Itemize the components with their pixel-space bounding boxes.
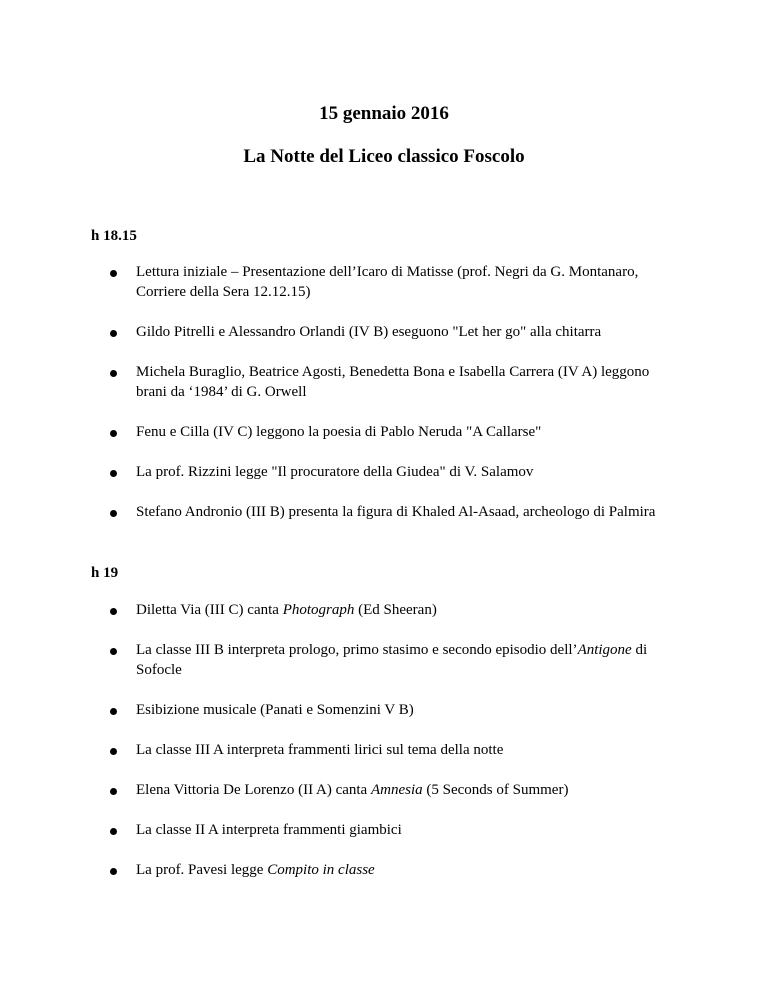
bullet-icon (110, 828, 117, 835)
program-item-text (136, 422, 681, 442)
section-time-1815: h 18.15 (91, 228, 137, 244)
bullet-icon (110, 748, 117, 755)
bullet-icon (110, 708, 117, 715)
program-item-text (136, 740, 681, 760)
text-run: Diletta Via (III C) canta (136, 602, 283, 618)
bullet-icon (110, 648, 117, 655)
text-run: La classe III A interpreta frammenti lirici sul tema della notte (136, 742, 504, 758)
section-time-19: h 19 (91, 565, 119, 581)
program-item-text (136, 502, 681, 522)
bullet-icon (110, 470, 117, 477)
bullet-icon (110, 270, 117, 277)
italic-title: Antigone (577, 642, 632, 658)
text-run: La prof. Pavesi legge (136, 862, 268, 878)
document-date: 15 gennaio 2016 (319, 103, 449, 124)
bullet-icon (110, 608, 117, 615)
program-item-text (136, 322, 681, 342)
text-run: Fenu e Cilla (IV C) leggono la poesia di Pablo Neruda "A Callarse" (136, 424, 542, 440)
bullet-icon (110, 330, 117, 337)
program-item-text (136, 860, 681, 880)
program-item-text (136, 640, 681, 680)
text-run: (5 Seconds of Summer) (422, 782, 569, 798)
text-run: Michela Buraglio, Beatrice Agosti, Benedetta Bona e Isabella Carrera (IV A) leggono brani da ‘1984’ di G. Orwell (136, 364, 650, 400)
text-run: La classe II A interpreta frammenti giambici (136, 822, 402, 838)
program-item-text (136, 262, 681, 302)
text-run: La classe III B interpreta prologo, primo stasimo e secondo episodio dell’ (136, 642, 578, 658)
text-run: di Sofocle (136, 642, 648, 678)
italic-title: Compito in classe (267, 862, 375, 878)
text-run: Gildo Pitrelli e Alessandro Orlandi (IV B) eseguono "Let her go" alla chitarra (136, 324, 602, 340)
program-item-text (136, 462, 681, 482)
italic-title: Amnesia (370, 782, 423, 798)
text-run: Stefano Andronio (III B) presenta la figura di Khaled Al-Asaad, archeologo di Palmira (136, 504, 656, 520)
text-run: La prof. Rizzini legge "Il procuratore della Giudea" di V. Salamov (136, 464, 534, 480)
program-item-text (136, 780, 681, 800)
text-run: Elena Vittoria De Lorenzo (II A) canta (136, 782, 371, 798)
bullet-icon (110, 430, 117, 437)
bullet-icon (110, 868, 117, 875)
bullet-icon (110, 510, 117, 517)
bullet-icon (110, 370, 117, 377)
italic-title: Photograph (282, 602, 355, 618)
text-run: Esibizione musicale (Panati e Somenzini V B) (136, 702, 414, 718)
program-item-text (136, 362, 681, 402)
program-item-text (136, 600, 681, 620)
program-item-text (136, 820, 681, 840)
bullet-icon (110, 788, 117, 795)
text-run: (Ed Sheeran) (354, 602, 437, 618)
document-title: La Notte del Liceo classico Foscolo (243, 146, 525, 167)
program-item-text (136, 700, 681, 720)
text-run: Lettura iniziale – Presentazione dell’Icaro di Matisse (prof. Negri da G. Montanaro, Corriere della Sera 12.12.15) (136, 264, 639, 300)
